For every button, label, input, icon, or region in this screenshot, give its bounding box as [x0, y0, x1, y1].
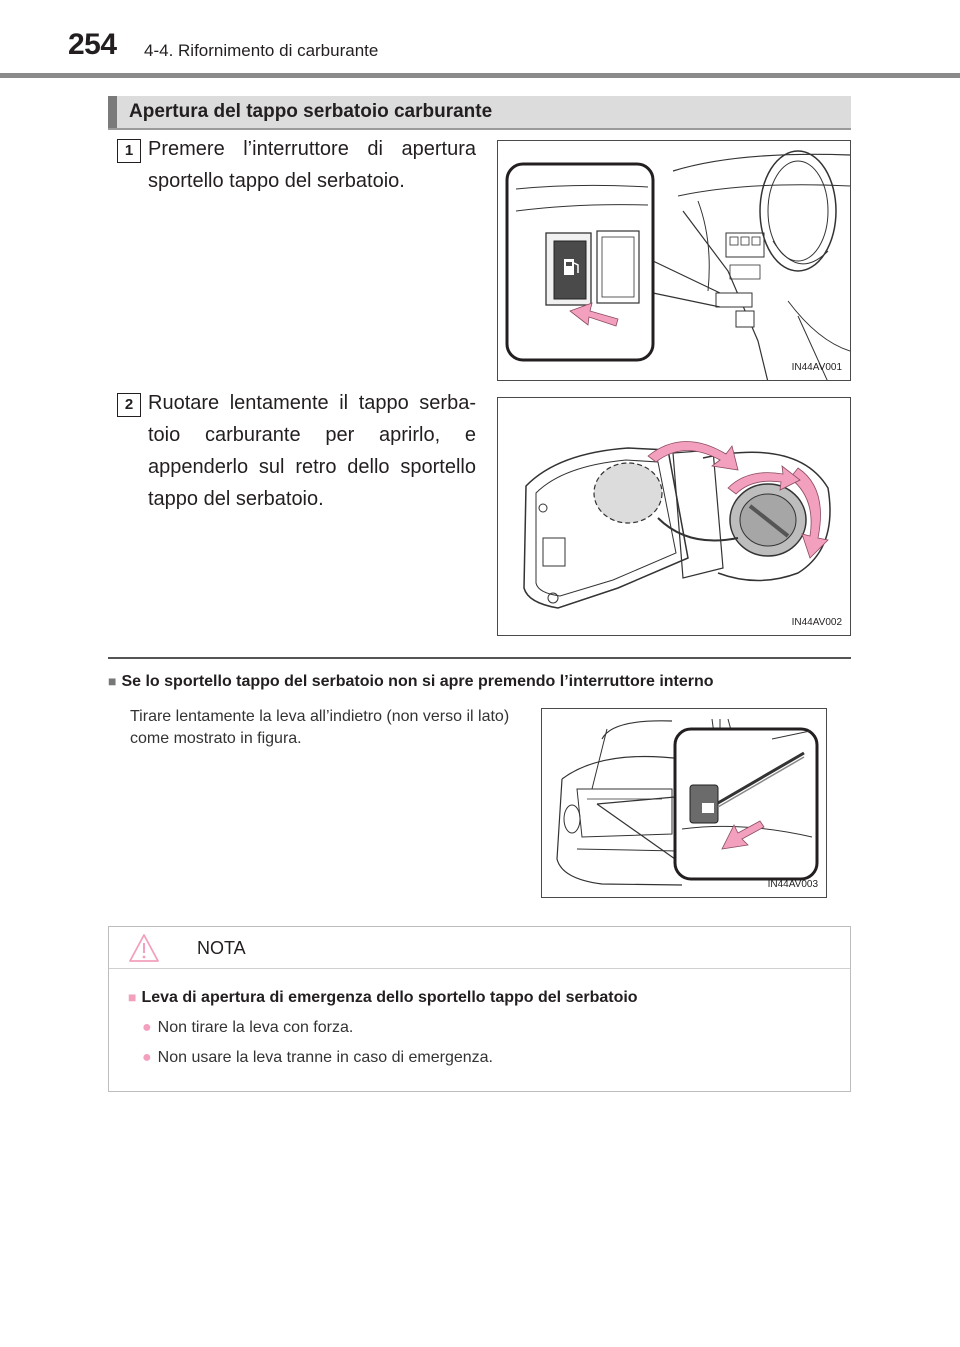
circle-bullet-icon: ● [142, 1019, 152, 1036]
figure-fuel-cap [497, 397, 851, 636]
section-title-bar [108, 96, 851, 130]
emergency-lever-illustration [542, 709, 827, 898]
nota-item [142, 1019, 353, 1037]
figure-fuel-switch [497, 140, 851, 381]
nota-heading-text: Leva di apertura di emergenza dello sportello tappo del serbatoio [141, 989, 638, 1006]
section-title: Apertura del tappo serbatoio carburante [129, 101, 493, 122]
nota-item-text: Non tirare la leva con forza. [157, 1019, 354, 1036]
nota-heading [128, 989, 638, 1007]
step-2-text: Ruotare lentamente il tappo serba-toio carburante per aprirlo, e appenderlo sul retro dello sportello tappo del serbatoio. [148, 392, 476, 510]
fuel-switch-illustration [498, 141, 851, 381]
figure-code-2: IN44AV002 [791, 617, 842, 628]
square-bullet-icon: ■ [108, 673, 117, 689]
fuel-cap-illustration [498, 398, 851, 636]
square-bullet-icon: ■ [128, 989, 137, 1005]
step-number-1: 1 [117, 139, 141, 163]
page-number: 254 [68, 28, 117, 61]
figure-emergency-lever [541, 708, 827, 898]
header-rule [0, 73, 960, 78]
circle-bullet-icon: ● [142, 1049, 152, 1066]
subsection-heading [108, 673, 714, 691]
running-head: 4-4. Rifornimento di carburante [144, 41, 379, 60]
nota-item [142, 1049, 493, 1067]
step-number-2: 2 [117, 393, 141, 417]
nota-box [108, 926, 851, 1092]
step-1-text: Premere l’interruttore di apertura sportello tappo del serbatoio. [148, 138, 476, 192]
subsection-body: Tirare lentamente la leva all’indietro (non verso il lato) come mostrato in figura. [130, 708, 510, 747]
section-bar-accent [108, 96, 117, 128]
figure-code-1: IN44AV001 [791, 362, 842, 373]
warning-triangle-icon [128, 933, 160, 963]
nota-header [109, 927, 850, 969]
figure-code-3: IN44AV003 [767, 879, 818, 890]
subsection-heading-text: Se lo sportello tappo del serbatoio non si apre premendo l’interruttore interno [121, 673, 714, 690]
subsection-rule [108, 657, 851, 659]
nota-item-text: Non usare la leva tranne in caso di emergenza. [157, 1049, 493, 1066]
nota-title: NOTA [197, 938, 246, 958]
